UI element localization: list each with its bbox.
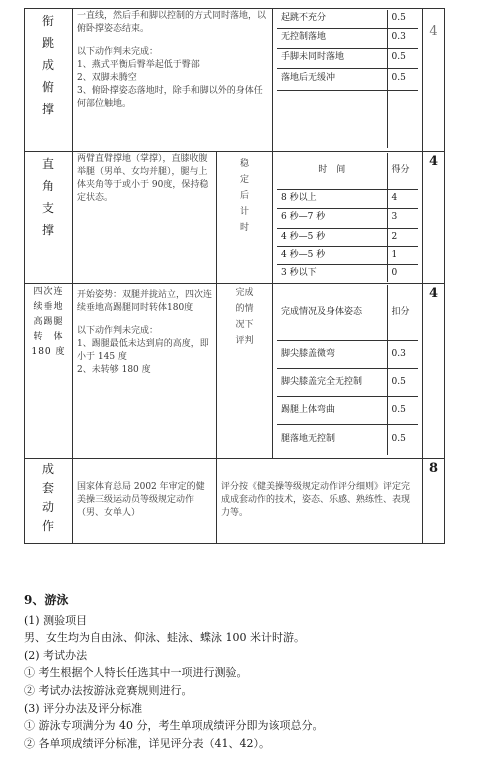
- method-line: 完成: [235, 287, 254, 298]
- criteria-header-label: 时 间: [277, 153, 387, 189]
- table-row-routine: [25, 458, 445, 543]
- item-description: [73, 9, 273, 152]
- criteria-header-row: [277, 285, 418, 341]
- criteria-list: [277, 153, 418, 282]
- item-name-line: 转 体: [33, 331, 64, 342]
- criteria-value: 3: [387, 208, 418, 228]
- evaluation-method: [217, 283, 273, 458]
- section-line: ① 游泳专项满分为 40 分，考生单项成绩评分即为该项总分。: [24, 719, 324, 733]
- criteria-value: 0.5: [387, 369, 418, 397]
- item-score: 4: [423, 283, 445, 458]
- criteria-row: [277, 208, 418, 228]
- criteria-label: 腿落地无控制: [281, 434, 336, 445]
- description-text: 1、踢腿最低未达到肩的高度，即小于 145 度: [77, 338, 209, 362]
- item-name-char: 作: [41, 518, 55, 533]
- evaluation-method: [217, 152, 273, 284]
- description-text: 以下动作判未完成：: [77, 47, 159, 58]
- item-name-char: 成: [41, 58, 55, 72]
- section-line: ② 各单项成绩评分标准，详见评分表（41、42）。: [24, 736, 270, 750]
- criteria-row: [277, 189, 418, 208]
- item-name-char: 撑: [41, 102, 55, 116]
- criteria-value: 4: [387, 189, 418, 208]
- criteria-header-value: 扣分: [387, 285, 418, 341]
- criteria-value: 0.3: [387, 28, 418, 48]
- item-name-char: 套: [41, 480, 55, 495]
- section-line: (2) 考试办法: [24, 648, 88, 662]
- item-description: [73, 458, 217, 543]
- method-char: 稳: [240, 159, 250, 169]
- section-line: ① 考生根据个人特长任选其中一项进行测验。: [24, 666, 248, 680]
- description-text: 2、双脚未腾空: [77, 73, 137, 84]
- criteria-text: 评分按《健美操等级规定动作评分细则》评定完成成套动作的技术，姿态、乐感、熟练性、表现力等。: [217, 458, 423, 543]
- criteria-row: [277, 341, 418, 369]
- criteria-label: 手脚未同时落地: [277, 48, 387, 68]
- table-row-leap-to-push-up: [25, 9, 445, 152]
- item-name-char: 动: [41, 499, 55, 514]
- description-text: 1、燕式平衡后臀举起低于臀部: [77, 60, 200, 71]
- criteria-row: [277, 246, 418, 264]
- criteria-value: 0.5: [387, 425, 418, 455]
- criteria-row: [277, 228, 418, 246]
- item-name-cell: [25, 458, 73, 543]
- criteria-value: 2: [387, 228, 418, 246]
- criteria-label: 脚尖膝盖微弯: [277, 341, 387, 369]
- item-name-line: 四次连: [33, 286, 64, 297]
- description-text: 2、未转够 180 度: [77, 364, 151, 375]
- criteria-label: 踢腿上体弯曲: [277, 397, 387, 425]
- criteria-label: 落地后无缓冲: [277, 68, 387, 90]
- criteria-value: 0.5: [387, 68, 418, 90]
- criteria-header-row: [277, 153, 418, 189]
- criteria-label: 无控制落地: [277, 28, 387, 48]
- scoring-table: [24, 8, 445, 544]
- method-char: 定: [240, 175, 250, 185]
- criteria-label: 4 秒—5 秒: [277, 246, 387, 264]
- item-name-char: 直: [41, 157, 55, 171]
- item-name-char: 跳: [41, 36, 55, 50]
- criteria-row: [277, 28, 418, 48]
- criteria-list: [277, 285, 418, 455]
- criteria-label: 起跳不充分: [277, 10, 387, 28]
- criteria-row-empty: [277, 90, 418, 148]
- item-score: 4: [423, 152, 445, 284]
- description-text: 以下动作判未完成：: [77, 325, 159, 336]
- description-text: 一直线，然后手和脚以控制的方式同时落地，以俯卧撑姿态结束。: [77, 11, 267, 35]
- description-text: 3、俯卧撑姿态落地时，除手和脚以外的身体任何部位触地。: [77, 86, 263, 110]
- criteria-row: [277, 369, 418, 397]
- criteria-row: [277, 68, 418, 90]
- criteria-cell: [273, 283, 423, 458]
- table-row-high-kicks-turn: [25, 283, 445, 458]
- criteria-cell: [273, 152, 423, 284]
- criteria-header-label: 完成情况及身体姿态: [277, 285, 387, 341]
- description-text: 开始姿势：双腿并拢站立，四次连续垂地高踢腿同时转体180度: [77, 289, 213, 313]
- item-name-cell: [25, 152, 73, 284]
- item-description: [73, 283, 217, 458]
- item-name-line: 高踢腿: [33, 316, 64, 327]
- criteria-row: [277, 10, 418, 28]
- item-name-line: 续垂地: [33, 301, 64, 312]
- table-row-l-sit-support: [25, 152, 445, 284]
- method-char: 时: [240, 223, 250, 233]
- section-line: (1) 测验项目: [24, 613, 88, 627]
- method-char: 计: [240, 207, 250, 217]
- item-score: 4: [423, 9, 445, 152]
- criteria-row: [277, 264, 418, 282]
- criteria-value: 0.5: [387, 10, 418, 28]
- criteria-value: 0.5: [387, 48, 418, 68]
- method-line: 评判: [235, 335, 254, 346]
- section-line: 男、女生均为自由泳、仰泳、蛙泳、蝶泳 100 米计时游。: [24, 631, 305, 645]
- criteria-header-value: 得分: [387, 153, 418, 189]
- item-name-char: 衔: [41, 14, 55, 28]
- description-text: 国家体育总局 2002 年审定的健美操三级运动员等级规定动作（男、女单人）: [77, 482, 205, 519]
- criteria-label: 6 秒—7 秒: [277, 208, 387, 228]
- criteria-label: 4 秒—5 秒: [277, 228, 387, 246]
- item-name-char: 支: [41, 201, 55, 215]
- criteria-row: [277, 425, 418, 455]
- item-name-cell: [25, 283, 73, 458]
- criteria-value: 0: [387, 264, 418, 282]
- criteria-label: 8 秒以上: [277, 189, 387, 208]
- item-name-char: 成: [41, 461, 55, 476]
- criteria-label: 3 秒以下: [281, 267, 317, 278]
- method-char: 后: [240, 191, 250, 201]
- item-name-line: 180 度: [31, 346, 66, 357]
- criteria-value: 1: [387, 246, 418, 264]
- item-name-char: 俯: [41, 80, 55, 94]
- criteria-value: 0.3: [387, 341, 418, 369]
- section-heading: 9、游泳: [24, 593, 69, 607]
- item-name-char: 角: [41, 179, 55, 193]
- description-text: 两臂直臂撑地（掌撑），直膝收腹举腿（男单、女均并腿），腿与上体夹角等于或小于 90度，保持稳定状态。: [77, 154, 209, 204]
- item-score: 8: [423, 458, 445, 543]
- section-line: (3) 评分办法及评分标准: [24, 701, 143, 715]
- criteria-list: [277, 10, 418, 148]
- item-description: [73, 152, 217, 284]
- item-name-cell: [25, 9, 73, 152]
- item-name-char: 撑: [41, 223, 55, 237]
- method-line: 况下: [235, 319, 254, 330]
- criteria-label: 脚尖膝盖完全无控制: [277, 369, 387, 397]
- swimming-section: [24, 592, 474, 752]
- method-line: 的情: [235, 303, 254, 314]
- criteria-row: [277, 48, 418, 68]
- section-line: ② 考试办法按游泳竞赛规则进行。: [24, 683, 193, 697]
- criteria-value: 0.5: [387, 397, 418, 425]
- criteria-cell: [273, 9, 423, 152]
- criteria-row: [277, 397, 418, 425]
